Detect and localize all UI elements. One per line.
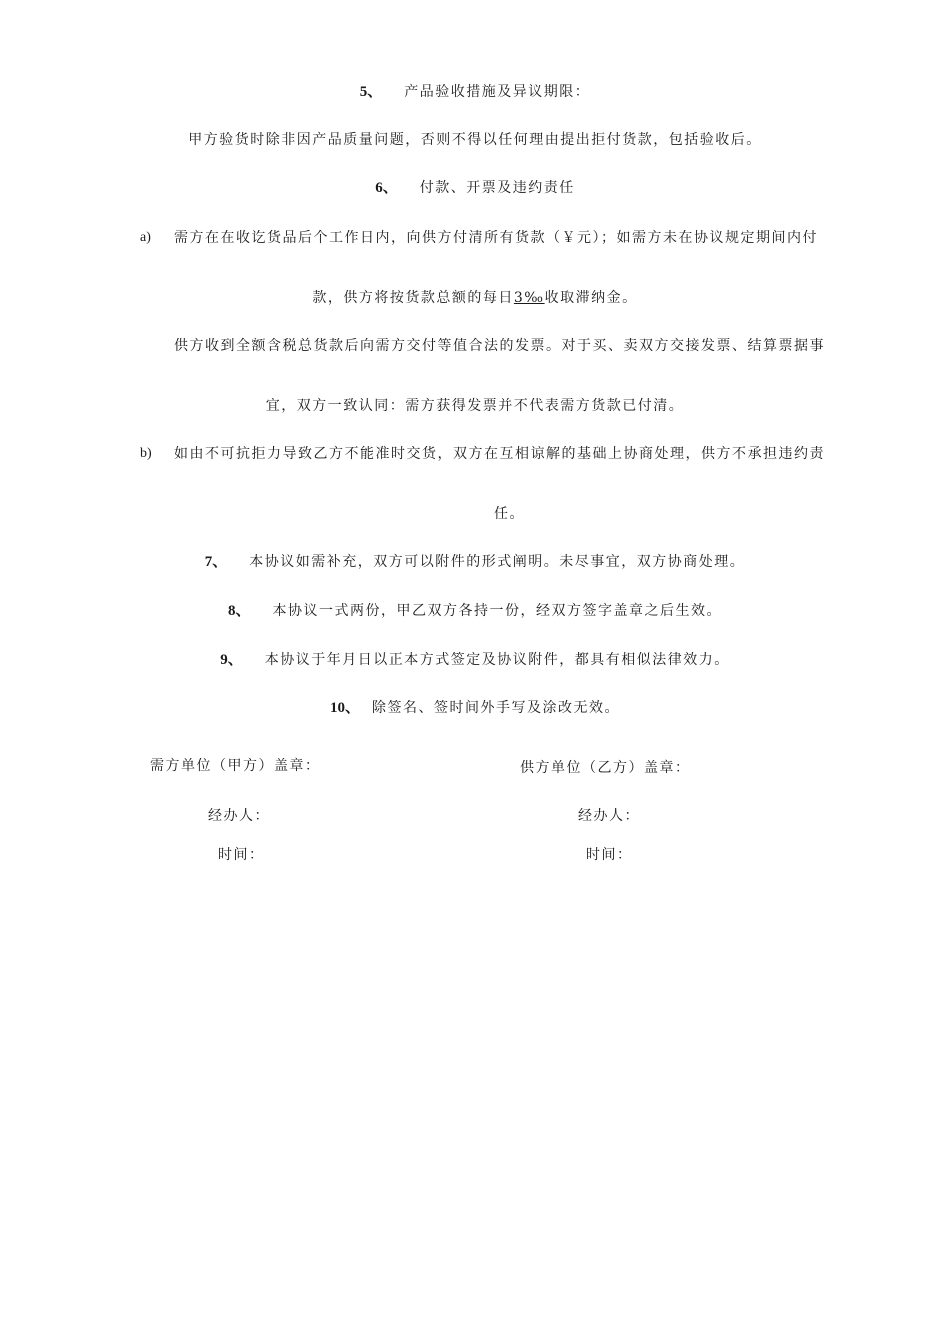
party-b-time-label: 时间： — [586, 847, 633, 863]
item-b-marker: b) — [140, 446, 152, 461]
party-a-seal-label: 需方单位（甲方）盖章： — [150, 758, 321, 774]
party-b-seal-label: 供方单位（乙方）盖章： — [520, 760, 691, 776]
section-title: 产品验收措施及异议期限： — [404, 84, 591, 100]
late-fee-rate: 3‰ — [513, 290, 545, 306]
section-10: 10、 除签名、签时间外手写及涂改无效。 — [329, 700, 620, 716]
item-b-line-1: 如由不可抗拒力导致乙方不能准时交货，双方在互相谅解的基础上协商处理，供方不承担违约责 — [174, 446, 825, 462]
party-b-agent-label: 经办人： — [578, 808, 640, 824]
section-5-heading — [0, 82, 950, 102]
section-number: 8、 — [227, 603, 251, 619]
section-number: 10、 — [329, 700, 360, 716]
party-a-time-label: 时间： — [218, 847, 265, 863]
section-title: 付款、开票及违约责任 — [419, 180, 575, 196]
section-number: 6、 — [375, 180, 398, 196]
item-b-line-2: 任。 — [494, 506, 525, 522]
item-a-line-3: 供方收到全额含税总货款后向需方交付等值合法的发票。对于买、卖双方交接发票、结算票据事 — [174, 338, 825, 354]
section-8: 8、 本协议一式两份，甲乙双方各持一份，经双方签字盖章之后生效。 — [227, 603, 722, 619]
item-a-line-1: 需方在在收讫货品后个工作日内，向供方付清所有货款（￥元）；如需方未在协议规定期间内付 — [174, 230, 818, 246]
item-a-line-4: 宜，双方一致认同：需方获得发票并不代表需方货款已付清。 — [265, 398, 685, 414]
party-a-agent-label: 经办人： — [208, 808, 270, 824]
section-number: 5、 — [359, 84, 383, 100]
section-6-heading — [0, 178, 950, 198]
item-a-line-2: 款，供方将按货款总额的每日3‰收取滞纳金。 — [312, 290, 638, 306]
item-a-marker: a) — [140, 230, 151, 245]
section-7: 7、 本协议如需补充，双方可以附件的形式阐明。未尽事宜，双方协商处理。 — [204, 554, 746, 570]
section-9: 9、 本协议于年月日以正本方式签定及协议附件，都具有相似法律效力。 — [220, 652, 730, 668]
section-number: 9、 — [220, 652, 243, 668]
section-number: 7、 — [204, 554, 228, 570]
section-5-text: 甲方验货时除非因产品质量问题，否则不得以任何理由提出拒付货款，包括验收后。 — [188, 132, 762, 148]
